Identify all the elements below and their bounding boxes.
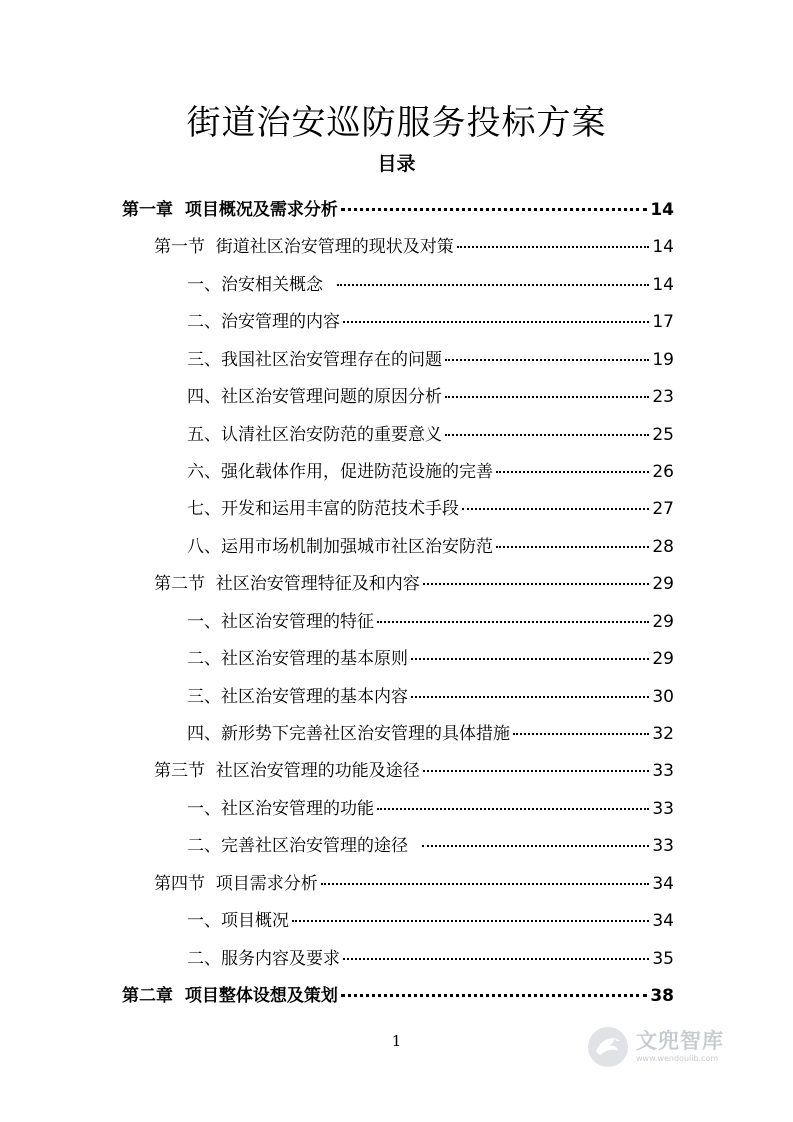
toc-leader-dots <box>496 546 649 548</box>
toc-entry-page: 38 <box>650 986 674 1007</box>
toc-leader-dots <box>343 321 649 323</box>
toc-entry-title: 五、认清社区治安防范的重要意义 <box>187 424 442 445</box>
toc-entry-title: 三、社区治安管理的基本内容 <box>187 686 408 707</box>
toc-entry[interactable] <box>187 382 674 412</box>
toc-entry-title: 第二节 社区治安管理特征及和内容 <box>154 574 420 595</box>
toc-leader-dots <box>292 920 649 922</box>
toc-entry-page: 33 <box>652 836 674 857</box>
toc-leader-dots <box>377 808 649 810</box>
toc-leader-dots <box>341 208 647 211</box>
toc-entry-page: 33 <box>652 798 674 819</box>
toc-leader-dots <box>422 845 649 847</box>
toc-entry[interactable] <box>122 981 674 1011</box>
toc-leader-dots <box>411 696 649 698</box>
toc-entry[interactable] <box>187 420 674 450</box>
toc-entry-title: 一、社区治安管理的特征 <box>187 611 374 632</box>
toc-entry-page: 34 <box>652 873 674 894</box>
toc-entry-title: 六、强化载体作用，促进防范设施的完善 <box>187 462 493 482</box>
toc-entry-title: 四、社区治安管理问题的原因分析 <box>187 387 442 408</box>
toc-entry[interactable] <box>187 307 674 337</box>
toc-entry-title: 第一章 项目概况及需求分析 <box>122 200 338 220</box>
toc-entry-title: 二、完善社区治安管理的途径 <box>187 836 419 857</box>
toc-entry-page: 14 <box>652 237 674 258</box>
page-number: 1 <box>391 1032 402 1050</box>
toc-leader-dots <box>321 883 649 885</box>
toc-entry[interactable] <box>187 944 674 974</box>
toc-entry-page: 29 <box>652 574 674 595</box>
toc-entry[interactable] <box>154 569 674 599</box>
toc-leader-dots <box>445 359 649 361</box>
toc-entry-page: 29 <box>652 649 674 670</box>
toc-entry-title: 三、我国社区治安管理存在的问题 <box>187 349 442 370</box>
toc-entry[interactable] <box>154 756 674 786</box>
document-title: 街道治安巡防服务投标方案 <box>186 103 607 143</box>
toc-entry[interactable] <box>187 532 674 562</box>
toc-leader-dots <box>337 284 649 286</box>
toc-leader-dots <box>423 583 649 585</box>
toc-entry[interactable] <box>187 345 674 375</box>
toc-leader-dots <box>496 471 649 473</box>
toc-entry-page: 23 <box>652 387 674 408</box>
toc-entry-title: 二、服务内容及要求 <box>187 948 340 969</box>
toc-entry-page: 19 <box>652 349 674 370</box>
toc-entry-title: 第三节 社区治安管理的功能及途径 <box>154 761 420 782</box>
watermark <box>586 1020 756 1074</box>
toc-entry-page: 14 <box>650 200 674 220</box>
toc-entry-page: 27 <box>652 499 674 520</box>
toc-leader-dots <box>377 621 649 623</box>
toc-entry[interactable] <box>187 831 674 861</box>
toc-leader-dots <box>457 246 649 248</box>
toc-entry-title: 八、运用市场机制加强城市社区治安防范 <box>187 536 493 557</box>
toc-entry-page: 34 <box>652 911 674 932</box>
toc-leader-dots <box>341 994 647 997</box>
toc-entry[interactable] <box>187 457 674 487</box>
toc-entry-page: 26 <box>652 462 674 482</box>
toc-leader-dots <box>423 770 649 772</box>
toc-entry-page: 35 <box>652 948 674 969</box>
toc-entry-page: 32 <box>652 724 674 745</box>
toc-entry-title: 一、治安相关概念 <box>187 274 334 295</box>
toc-entry-title: 第一节 街道社区治安管理的现状及对策 <box>154 237 454 258</box>
toc-entry-page: 14 <box>652 274 674 295</box>
watermark-url: www.wendoulib.com <box>636 1054 719 1063</box>
toc-heading: 目录 <box>377 153 416 175</box>
toc-leader-dots <box>445 434 649 436</box>
toc-entry[interactable] <box>187 794 674 824</box>
toc-entry-title: 二、社区治安管理的基本原则 <box>187 649 408 670</box>
toc-entry[interactable] <box>122 195 674 225</box>
toc-entry[interactable] <box>187 644 674 674</box>
toc-entry[interactable] <box>187 494 674 524</box>
toc-entry-page: 30 <box>652 686 674 707</box>
toc-entry[interactable] <box>187 906 674 936</box>
toc-entry-title: 第二章 项目整体设想及策划 <box>122 986 338 1007</box>
toc-leader-dots <box>513 733 649 735</box>
toc-entry-page: 17 <box>652 312 674 333</box>
toc-entry-title: 七、开发和运用丰富的防范技术手段 <box>187 499 459 520</box>
toc-entry[interactable] <box>187 270 674 300</box>
toc-entry-title: 一、社区治安管理的功能 <box>187 798 374 819</box>
toc-entry[interactable] <box>187 607 674 637</box>
toc-leader-dots <box>343 958 649 960</box>
toc-entry-page: 33 <box>652 761 674 782</box>
toc-leader-dots <box>445 396 649 398</box>
toc-entry[interactable] <box>187 682 674 712</box>
toc-entry-page: 28 <box>652 536 674 557</box>
toc-entry[interactable] <box>154 869 674 899</box>
toc-entry-page: 25 <box>652 424 674 445</box>
toc-entry-title: 一、项目概况 <box>187 911 289 932</box>
toc-entry-title: 四、新形势下完善社区治安管理的具体措施 <box>187 724 510 745</box>
toc-entry[interactable] <box>187 719 674 749</box>
toc-leader-dots <box>462 508 649 510</box>
toc-entry-page: 29 <box>652 611 674 632</box>
toc-leader-dots <box>411 658 649 660</box>
watermark-name: 文兜智库 <box>636 1029 724 1053</box>
toc-entry[interactable] <box>154 232 674 262</box>
toc-entry-title: 第四节 项目需求分析 <box>154 873 318 894</box>
toc-entry-title: 二、治安管理的内容 <box>187 312 340 333</box>
dolphin-logo-icon <box>586 1025 630 1069</box>
